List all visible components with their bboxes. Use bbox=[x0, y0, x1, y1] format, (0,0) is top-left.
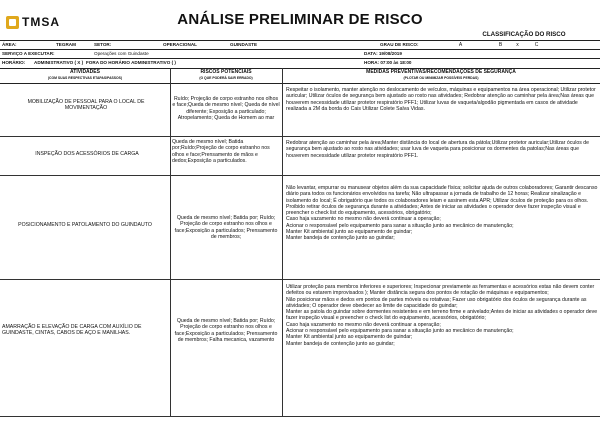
info-row-service bbox=[0, 49, 600, 58]
schedule-admin: ADMINISTRATIVO ( X ) bbox=[34, 60, 84, 65]
row-2-risks: Queda de mesmo nível; Batida por;Ruído;Projeção de corpo estranho nos olhos e face;Prensamento de mãos e dedos;Exposição a particulados. bbox=[172, 139, 270, 164]
row-3-activity: POSICIONAMENTO E PATOLAMENTO DO GUINDAUTO bbox=[18, 222, 152, 228]
logo-mark-icon bbox=[6, 16, 19, 29]
col-activities: ATIVIDADES (COM SUAS RESPECTIVAS ETAPAS/PASSOS) bbox=[0, 68, 170, 84]
date-label: DATA: 19/08/2019 bbox=[364, 51, 402, 56]
sector-value: OPERACIONAL bbox=[163, 42, 197, 47]
row-4-risks: Queda de mesmo nível; Batida por; Ruído; Projeção de corpo estranho nos olhos e face;Exposição a particulados; Prensamento de membros; Falha mecanica, vazamento bbox=[174, 318, 278, 343]
grade-label: GRAU DE RISCO: bbox=[380, 42, 419, 47]
grid-line bbox=[170, 68, 171, 416]
row-1-activity: MOBILIZAÇÃO DE PESSOAL PARA O LOCAL DE MOVIMENTAÇÃO bbox=[27, 99, 145, 112]
grade-b: B bbox=[498, 42, 503, 48]
grade-mark: x bbox=[516, 42, 519, 48]
col-measures: MEDIDAS PREVENTIVAS/RECOMENDAÇÕES DE SEGURANÇA (PLOTAR OU MINIMIZAR POSSÍVEIS PERDAS) bbox=[282, 68, 600, 84]
info-row-schedule bbox=[0, 58, 600, 67]
row-3-measures: Não levantar, empurrar ou manusear objetos além da sua capacidade física; solicitar ajuda de outros colaboradores; Garantir descanso diário para todos os funcionários envolvidos na tarefa; Não ultrapassar a jornada de trabalho de 12 horas; Realizar sinalização e isolamento do local; É obrigatório que todos os colaboradores leiam e assinem esta APR; Utilizar óculos de proteção para os olhos. Proibido retirar óculos de segurança durante a atividades; Antes de iniciar as atividades o operador deve fazer inspeção visual e preencher o check list do equipamento, acessórios, obrigatório; Caso haja vazamento no mesmo não deverá continuar a operação; Acionar o responsável pelo equipamento para sanar a situação junto ao mecânico de manutenção; Manter Kit ambiental junto ao equipamento de guindar; Manter bandeja de contenção junto ao guindar; bbox=[286, 185, 598, 242]
company-logo bbox=[6, 14, 60, 32]
row-2-activity: INSPEÇÃO DOS ACESSÓRIOS DE CARGA bbox=[35, 151, 139, 157]
hour-label: HORA: 07:00 às 18:00 bbox=[364, 60, 412, 65]
schedule-out: FORA DO HORÁRIO ADMINISTRATIVO ( ) bbox=[86, 60, 176, 65]
grid-line bbox=[0, 175, 600, 176]
service-value: Operações com Guindaste bbox=[94, 51, 149, 56]
grid-line bbox=[282, 68, 283, 416]
row-1-risks: Ruído; Projeção de corpo estranho nos olhos e face;Queda de mesmo nível; Queda de nível diferente; Exposição a particulado; Atropelamento; Queda de Homem ao mar bbox=[172, 96, 280, 121]
grade-c: C bbox=[534, 42, 539, 48]
service-label: SERVIÇO A EXECUTAR: bbox=[2, 51, 55, 56]
grid-line bbox=[0, 416, 600, 417]
classification-title: CLASSIFICAÇÃO DO RISCO bbox=[482, 31, 566, 38]
logo-text: TMSA bbox=[22, 15, 60, 29]
row-4-measures: Utilizar proteção para membros inferiores e superiores; Inspecionar previamente as ferramentas e acessórios estas não devem conter defeitos ou estarem improvisados ); Manter distância segura dos pontos de rotação de máquinas e equipamentos; Não posicionar mãos e dedos em pontos de partes móveis ou rotativas; Fazer uso obrigatório dos óculos de segurança durante as atividades; O operador deve obedecer ao limite de capacidade do guindar; Manter as patola do guindar sobre dormentes resistentes e em terreno firme e anivelado;Antes de iniciar as atividades o operador deve fazer inspeção visual e preencher o check list do equipamento, acessórios, obrigatório; Caso haja vazamento no mesmo não deverá continuar a operação; Acionar o responsável pelo equipamento para sanar a situação junto ao mecânico de manutenção; Manter Kit ambiental junto ao equipamento de guindar; Manter bandeja de contenção junto ao guindar; bbox=[286, 284, 598, 347]
sector-label: SETOR: bbox=[94, 42, 112, 47]
grade-a: A bbox=[458, 42, 463, 48]
row-2-measures: Redobrar atenção ao caminhar pela área;Manter distância do local de abertura da pátola;Utilizar protetor auricular;Utilizar óculos de segurança bem ajustado ao rosto nas atividades; usar luva de vaqueta para posicionar os dormentes da patolas;Nas áreas que houverem necessidade utilizar protetor respiratório PFF1. bbox=[286, 140, 590, 159]
info-row-area bbox=[0, 40, 600, 49]
sector-extra: GUINDASTE bbox=[230, 42, 258, 47]
grid-line bbox=[0, 279, 600, 280]
area-value: TEGRAM bbox=[56, 42, 76, 47]
area-label: ÁREA: bbox=[2, 42, 17, 47]
col-risks: RISCOS POTENCIAIS (O QUE PODERÁ SAIR ERRADO) bbox=[170, 68, 282, 84]
grid-line bbox=[0, 136, 600, 137]
schedule-label: HORÁRIO: bbox=[2, 60, 26, 65]
page-title: ANÁLISE PRELIMINAR DE RISCO bbox=[177, 11, 423, 28]
row-4-activity: AMARRAÇÃO E ELEVAÇÃO DE CARGA COM AUXÍLIO DE GUINDASTE, CINTAS, CABOS DE AÇO E MANILHAS. bbox=[2, 324, 142, 337]
row-1-measures: Respeitar o isolamento, manter atenção no deslocamento de veículos, máquinas e equipamentos na área operacional; Utilizar protetor auricular; Utilizar óculos de segurança bem ajustado ao rosto nas atividades; Redobrar atenção ao caminhar pela área;Nas áreas que houverem necessidade utilizar protetor respiratório PFF1; Utilizar luvas de vaqueta/algodão pigmentada em casos de atividade realizada a 2M da borda do Cais Utilizar Colete Salva Vidas. bbox=[286, 87, 596, 112]
row-3-risks: Queda de mesmo nível; Batida por; Ruído; Projeção de corpo estranho nos olhos e face;Exposição a particulados; Prensamento de membros; bbox=[174, 215, 278, 240]
